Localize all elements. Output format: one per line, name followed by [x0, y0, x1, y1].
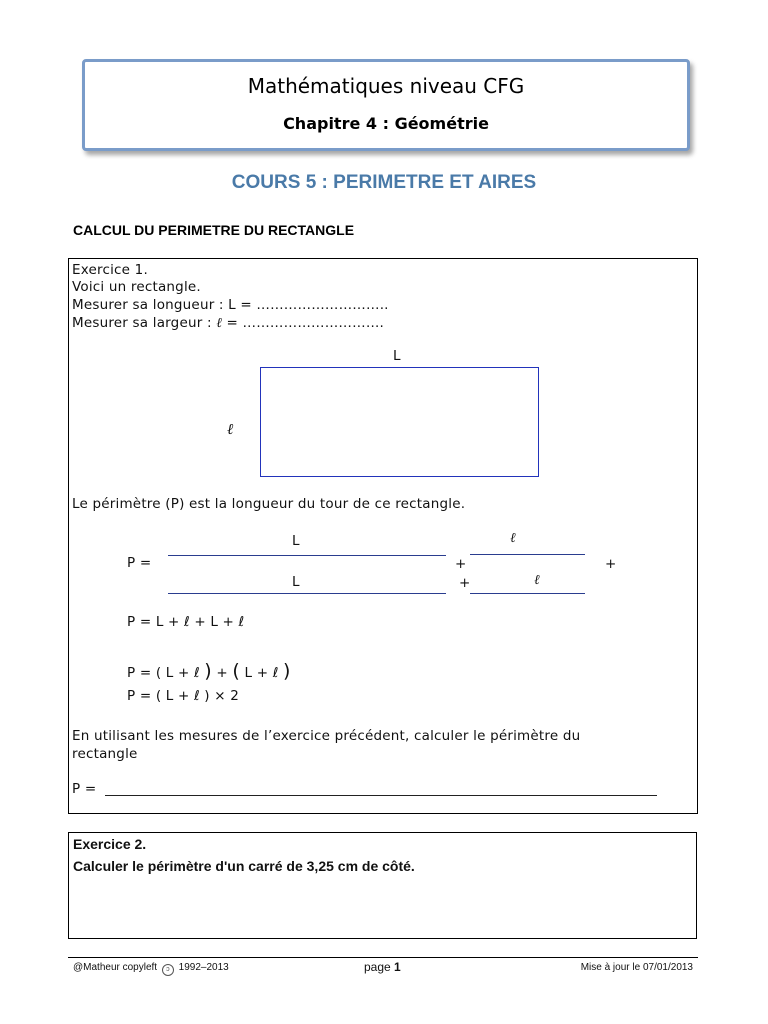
answer-line[interactable] — [105, 795, 657, 796]
chapter-subtitle: Chapitre 4 : Géométrie — [283, 114, 489, 133]
ell-symbol: ℓ — [216, 315, 223, 331]
top-width-label: ℓ — [510, 530, 516, 546]
top-length-line — [168, 555, 446, 556]
footer-author: @Matheur copyleft — [73, 962, 158, 973]
plus-sign-3: + — [459, 575, 471, 591]
copyleft-icon: ↄ — [162, 964, 174, 976]
exercise2-text: Calculer le périmètre d'un carré de 3,25 cm de côté. — [73, 858, 415, 874]
formula-grouped-part2: L + ℓ — [240, 665, 284, 681]
top-width-line — [470, 554, 585, 555]
formula-grouped — [127, 660, 291, 682]
exercise1-width-prompt — [72, 315, 384, 331]
bottom-length-line — [168, 593, 446, 594]
exercise2-title: Exercice 2. — [73, 836, 147, 852]
footer-page-label: page — [364, 960, 395, 974]
plus-sign-1: + — [455, 556, 467, 572]
course-title: COURS 5 : PERIMETRE ET AIRES — [231, 172, 537, 193]
exercise1-length-prompt: Mesurer sa longueur : L = ……………………….. — [72, 297, 389, 313]
top-length-label: L — [292, 533, 300, 549]
instruction-line1: En utilisant les mesures de l’exercice précédent, calculer le périmètre du — [72, 728, 581, 744]
bottom-length-label: L — [292, 574, 300, 590]
answer-label: P = — [72, 781, 97, 797]
instruction-line2: rectangle — [72, 746, 138, 762]
formula-grouped-paren-close-2: ) — [283, 660, 291, 682]
bottom-width-line — [470, 593, 585, 594]
rectangle-width-label: ℓ — [227, 420, 234, 438]
footer-page — [364, 960, 401, 974]
formula-grouped-plus: + — [211, 665, 233, 681]
width-prompt-suffix: = …………………………. — [222, 315, 385, 331]
formula-grouped-paren-close: ) — [204, 660, 212, 682]
document-title: Mathématiques niveau CFG — [247, 74, 525, 98]
formula-grouped-part1: P = ( L + ℓ — [127, 665, 205, 681]
perimeter-equals: P = — [127, 555, 152, 571]
section-title: CALCUL DU PERIMETRE DU RECTANGLE — [73, 222, 355, 238]
exercise1-title: Exercice 1. — [72, 262, 148, 278]
footer-years: 1992–2013 — [178, 962, 229, 973]
footer-divider — [68, 957, 698, 958]
rectangle-figure — [260, 367, 539, 477]
formula-sum: P = L + ℓ + L + ℓ — [127, 614, 245, 630]
footer-copyright — [73, 962, 229, 976]
exercise2-box — [68, 832, 697, 939]
rectangle-length-label: L — [393, 348, 401, 364]
header-box — [82, 59, 690, 151]
formula-double: P = ( L + ℓ ) × 2 — [127, 688, 240, 704]
footer-updated: Mise à jour le 07/01/2013 — [580, 962, 693, 973]
width-prompt-prefix: Mesurer sa largeur : — [72, 315, 217, 331]
formula-grouped-paren-open: ( — [232, 660, 241, 682]
plus-sign-2: + — [605, 556, 617, 572]
perimeter-definition: Le périmètre (P) est la longueur du tour de ce rectangle. — [72, 496, 466, 512]
footer-page-number: 1 — [394, 960, 401, 974]
exercise1-line1: Voici un rectangle. — [72, 279, 201, 295]
bottom-width-label: ℓ — [534, 572, 540, 588]
